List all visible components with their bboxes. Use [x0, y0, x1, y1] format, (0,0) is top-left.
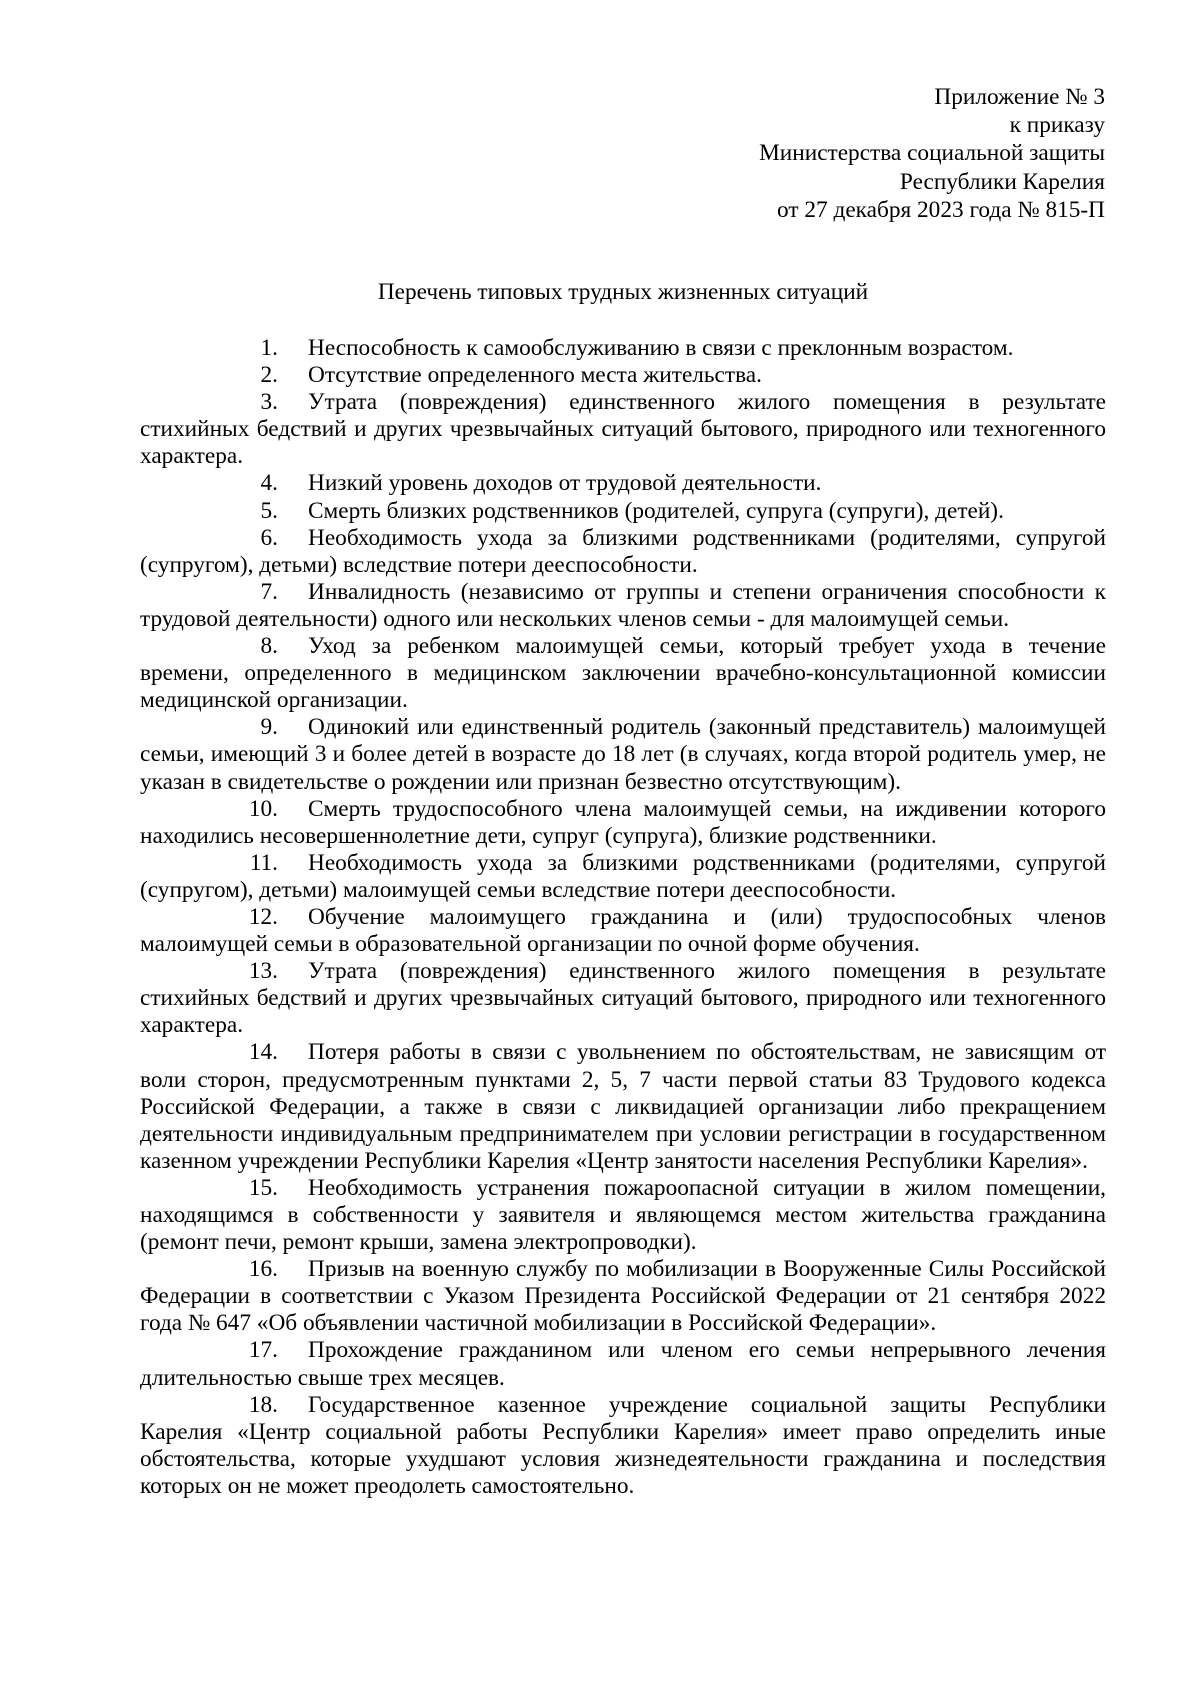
list-item-number: 16. [248, 1256, 278, 1283]
list-item [140, 1039, 1106, 1174]
list-item-text: Отсутствие определенного места жительства. [308, 362, 762, 389]
list-item-text: Утрата (повреждения) единственного жилого помещения в результате стихийных бедствий и других чрезвычайных ситуаций бытового, природного или техногенного характера. [140, 958, 1106, 1039]
list-item [140, 335, 1106, 362]
list-item-text: Смерть близких родственников (родителей, супруга (супруги), детей). [308, 497, 1004, 524]
list-item [140, 904, 1106, 958]
header-order-reference: к приказу [1009, 112, 1105, 139]
list-item-number: 4. [260, 470, 278, 497]
list-item-number: 11. [249, 849, 278, 876]
list-item-text: Необходимость ухода за близкими родственниками (родителями, супругой (супругом), детьми) малоимущей семьи вследствие потери дееспособности. [140, 849, 1106, 903]
list-item-number: 1. [260, 335, 278, 361]
header-order-date: от 27 декабря 2023 года № 815-П [777, 196, 1105, 223]
list-item-text: Одинокий или единственный родитель (законный представитель) малоимущей семьи, имеющий 3 и более детей в возрасте до 18 лет (в случаях, когда второй родитель умер, не указан в свидетельстве о рождении или признан безвестно отсутствующим). [140, 714, 1106, 795]
header-ministry-name: Министерства социальной защиты [759, 140, 1105, 167]
situations-list [140, 335, 1106, 1500]
list-item [140, 958, 1106, 1039]
list-item [140, 1175, 1106, 1256]
list-item-text: Смерть трудоспособного члена малоимущей семьи, на иждивении которого находились несовершеннолетние дети, супруг (супруга), близкие родственники. [140, 795, 1106, 849]
list-item-text: Неспособность к самообслуживанию в связи с преклонным возрастом. [308, 335, 1014, 361]
list-item [140, 796, 1106, 850]
list-item [140, 525, 1106, 579]
list-item-text: Низкий уровень доходов от трудовой деятельности. [308, 470, 822, 497]
list-item [140, 633, 1106, 714]
header-republic-name: Республики Карелия [899, 168, 1105, 195]
list-item [140, 498, 1106, 525]
list-item-text: Необходимость ухода за близкими родственниками (родителями, супругой (супругом), детьми) вследствие потери дееспособности. [140, 524, 1106, 578]
list-item-number: 2. [260, 362, 278, 389]
list-item-text: Обучение малоимущего гражданина и (или) трудоспособных членов малоимущей семьи в образовательной организации по очной форме обучения. [140, 903, 1106, 958]
list-item [140, 389, 1106, 470]
list-item-number: 8. [260, 633, 278, 660]
list-item [140, 362, 1106, 389]
list-item-number: 17. [248, 1337, 278, 1364]
list-item-text: Инвалидность (независимо от группы и степени ограничения способности к трудовой деятельности) одного или нескольких членов семьи - для малоимущей семьи. [140, 578, 1106, 632]
list-item [140, 714, 1106, 795]
list-item-number: 15. [248, 1174, 278, 1201]
list-item [140, 579, 1106, 633]
list-item-number: 10. [248, 795, 278, 822]
list-item-text: Уход за ребенком малоимущей семьи, который требует ухода в течение времени, определенного в медицинском заключении врачебно-консультационной комиссии медицинской организации. [140, 633, 1106, 714]
list-item [140, 1392, 1106, 1500]
list-item-number: 3. [260, 389, 278, 416]
list-item-number: 13. [248, 958, 278, 985]
list-item [140, 470, 1106, 497]
list-item [140, 850, 1106, 904]
header-appendix-number: Приложение № 3 [934, 84, 1105, 110]
list-item-text: Утрата (повреждения) единственного жилого помещения в результате стихийных бедствий и других чрезвычайных ситуаций бытового, природного или техногенного характера. [140, 389, 1106, 470]
document-header [505, 83, 1105, 224]
list-item-number: 6. [260, 524, 278, 551]
list-item-text: Прохождение гражданином или членом его семьи непрерывного лечения длительностью свыше трех месяцев. [140, 1337, 1106, 1391]
list-item-text: Потеря работы в связи с увольнением по обстоятельствам, не зависящим от воли сторон, предусмотренным пунктами 2, 5, 7 части первой статьи 83 Трудового кодекса Российской Федерации, а также в связи с ликвидацией организации либо прекращением деятельности индивидуальным предпринимателем при условии регистрации в государственном казенном учреждении Республики Карелия «Центр занятости населения Республики Карелия». [140, 1039, 1106, 1174]
list-item-number: 5. [260, 497, 278, 524]
list-item-text: Государственное казенное учреждение социальной защиты Республики Карелия «Центр социальной работы Республики Карелия» имеет право определить иные обстоятельства, которые ухудшают условия жизнедеятельности гражданина и последствия которых он не может преодолеть самостоятельно. [140, 1391, 1106, 1499]
list-item-number: 9. [260, 714, 278, 741]
list-item-text: Необходимость устранения пожароопасной ситуации в жилом помещении, находящимся в собственности у заявителя и являющемся местом жительства гражданина (ремонт печи, ремонт крыши, замена электропроводки). [140, 1174, 1106, 1256]
list-item-number: 12. [248, 903, 278, 930]
list-item-number: 14. [248, 1039, 278, 1066]
list-item [140, 1256, 1106, 1337]
list-item-number: 18. [248, 1391, 278, 1418]
document-title: Перечень типовых трудных жизненных ситуаций [377, 279, 869, 305]
list-item-number: 7. [260, 578, 278, 605]
list-item [140, 1337, 1106, 1391]
list-item-text: Призыв на военную службу по мобилизации в Вооруженные Силы Российской Федерации в соответствии с Указом Президента Российской Федерации от 21 сентября 2022 года № 647 «Об объявлении частичной мобилизации в Российской Федерации». [140, 1256, 1106, 1337]
